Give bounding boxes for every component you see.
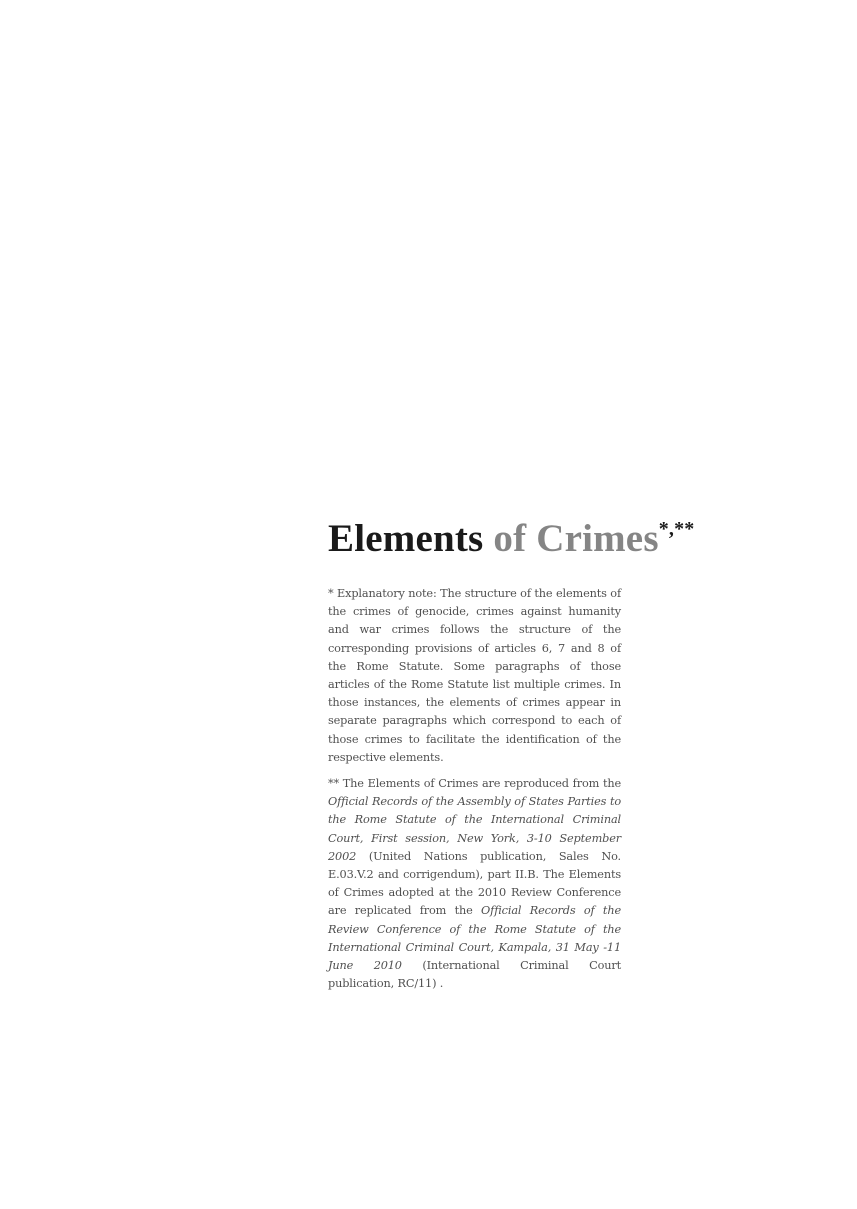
note2-text-1: ** The Elements of Crimes are reproduced from the <box>328 777 621 791</box>
note2-citation-2: Official Records of the Review Conference of the Rome Statute of the International Criminal Court, Kampala, 31 May -11 June 2010 <box>328 904 621 973</box>
note2-text-3: (International Criminal Court publication, RC/11) . <box>328 959 621 991</box>
explanatory-note-2 <box>328 775 621 993</box>
explanatory-notes <box>328 585 621 1001</box>
explanatory-note-1: * Explanatory note: The structure of the elements of the crimes of genocide, crimes against humanity and war crimes follows the structure of the corresponding provisions of articles 6, 7 and 8 of the Rome Statute. Some paragraphs of those articles of the Rome Statute list multiple crimes. In those instances, the elements of crimes appear in separate paragraphs which correspond to each of those crimes to facilitate the identification of the respective elements. <box>328 587 621 764</box>
note2-citation-1: Official Records of the Assembly of States Parties to the Rome Statute of the International Criminal Court, First session, New York, 3-10 September 2002 <box>328 795 621 863</box>
title-of-crimes: of Crimes <box>493 517 659 560</box>
page-title <box>328 506 695 564</box>
note2-text-2: (United Nations publication, Sales No. E.03.V.2 and corrigendum), part II.B. The Elements of Crimes adopted at the 2010 Review Conference are replicated from the <box>328 849 621 918</box>
title-elements: Elements <box>328 517 484 560</box>
title-footnote-marks: *,** <box>658 518 695 540</box>
